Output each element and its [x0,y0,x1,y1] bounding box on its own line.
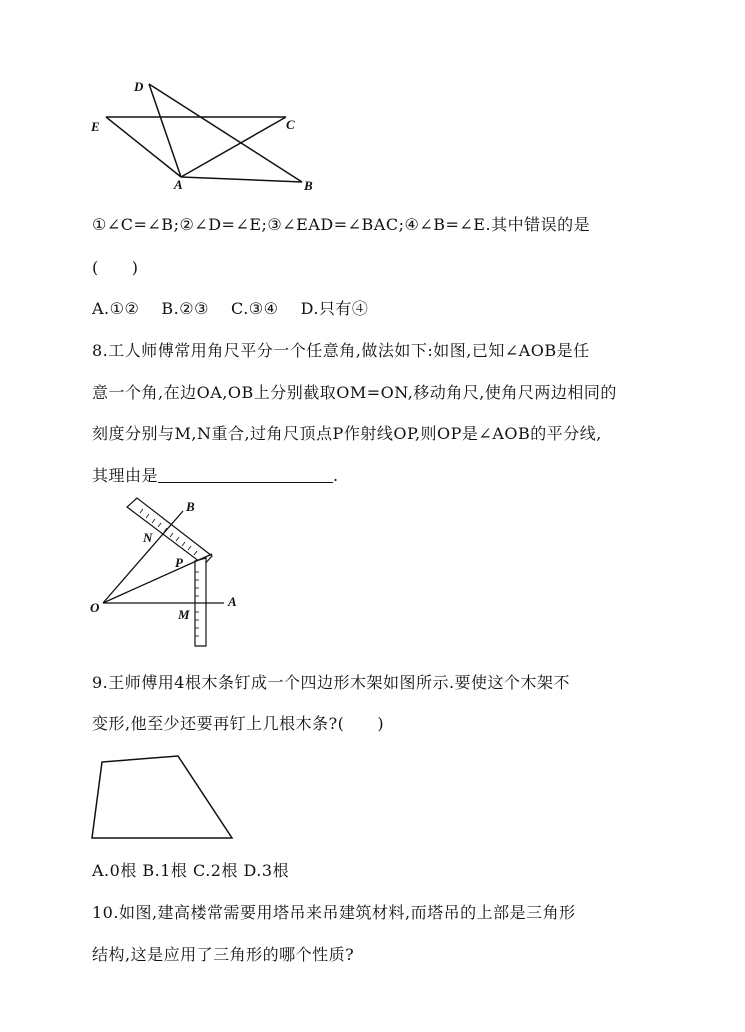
ray-OB [103,511,183,603]
segment-DB [149,84,302,182]
label-O: O [90,600,100,615]
label-P: P [175,555,183,570]
square-arm-upper [127,498,212,565]
label-B: B [304,178,313,193]
segment-AC [181,117,286,177]
segment-DA [149,84,181,177]
q9-line2: 变形,他至少还要再钉上几根木条?( ) [92,714,385,733]
q8-line4-prefix: 其理由是 [92,466,159,485]
q7-paren: ( ) [92,258,139,277]
label-D: D [134,79,144,94]
q8-line1: 8.工人师傅常用角尺平分一个任意角,做法如下:如图,已知∠AOB是任 [92,341,590,360]
label-M: M [178,607,190,622]
q8-line3: 刻度分别与M,N重合,过角尺顶点P作射线OP,则OP是∠AOB的平分线, [92,424,602,443]
label-B2: B [186,499,195,514]
segment-EA [106,117,181,177]
quadrilateral-frame [85,752,240,844]
q8-line2: 意一个角,在边OA,OB上分别截取OM=ON,移动角尺,使角尺两边相同的 [92,383,617,402]
triangle-figure-1 [85,75,325,195]
square-arm-lower [195,558,206,646]
label-N: N [143,530,153,545]
q8-line4 [92,463,339,486]
q7-statement: ①∠C=∠B;②∠D=∠E;③∠EAD=∠BAC;④∠B=∠E.其中错误的是 [92,215,591,234]
q10-line1: 10.如图,建高楼常需要用塔吊来吊建筑材料,而塔吊的上部是三角形 [92,903,576,922]
q8-line4-suffix: . [333,466,339,485]
q9-options: A.0根 B.1根 C.2根 D.3根 [92,861,290,880]
label-E: E [91,119,100,134]
label-A: A [174,177,183,192]
q9-line1: 9.王师傅用4根木条钉成一个四边形木架如图所示.要使这个木架不 [92,673,571,692]
segment-AB [181,177,302,182]
q10-line2: 结构,这是应用了三角形的哪个性质? [92,945,355,964]
label-A2: A [228,594,237,609]
q7-options: A.①② B.②③ C.③④ D.只有④ [92,299,369,318]
angle-bisector-figure [85,490,255,655]
quadrilateral [92,756,232,838]
label-C: C [286,117,295,132]
answer-blank[interactable] [158,468,333,483]
